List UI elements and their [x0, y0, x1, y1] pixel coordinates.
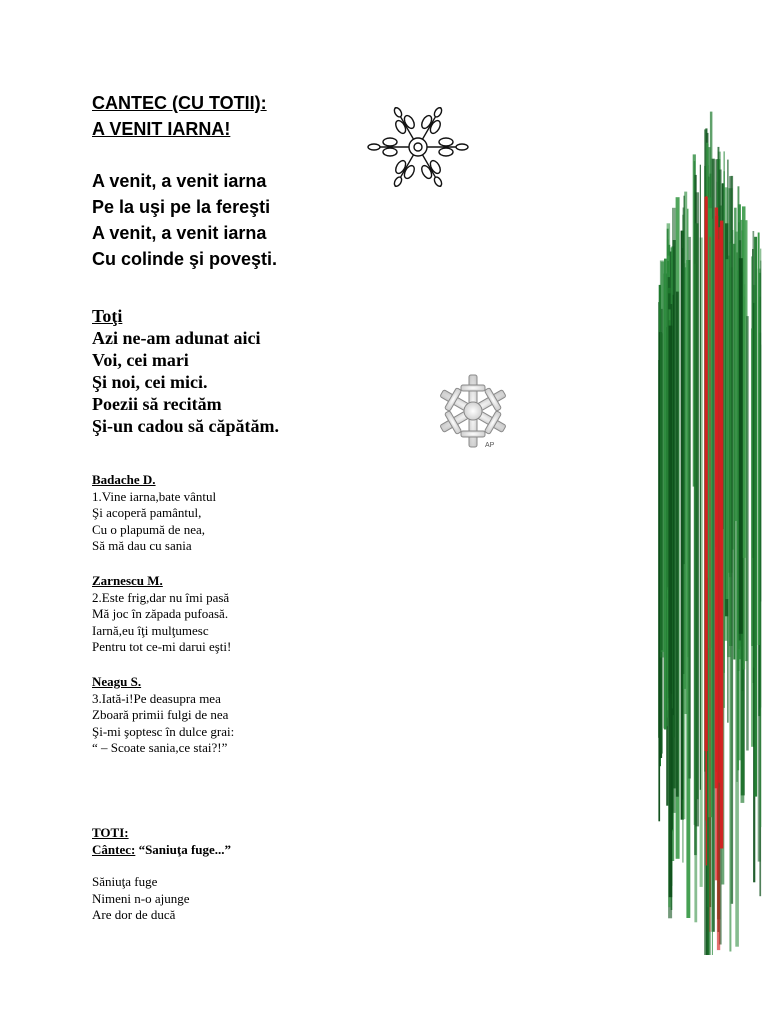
- stanza-line: 3.Iată-i!Pe deasupra mea: [92, 690, 221, 706]
- stanza-line: 2.Este frig,dar nu îmi pasă: [92, 589, 230, 605]
- stanza-author: Badache D.: [92, 472, 156, 487]
- green-streak: [754, 237, 757, 797]
- red-streak: [716, 240, 718, 772]
- stanza-line: “ – Scoate sania,ce stai?!”: [92, 740, 228, 755]
- stanza-line: Şi-mi şoptesc în dulce grai:: [92, 723, 235, 739]
- red-streak: [709, 237, 710, 932]
- green-streak: [726, 259, 729, 599]
- stanza-line: 1.Vine iarna,bate vântul: [92, 488, 217, 504]
- chorus-line: A venit, a venit iarna: [92, 223, 267, 243]
- song-label: Cântec:: [92, 841, 136, 857]
- green-streak: [712, 219, 713, 955]
- green-streak: [683, 208, 685, 675]
- toti-line: Şi-un cadou să căpătăm.: [92, 416, 280, 436]
- chorus-line: A venit, a venit iarna: [92, 171, 267, 191]
- green-streak: [694, 161, 696, 825]
- song-heading: TOTI:: [92, 825, 129, 840]
- green-streak: [669, 326, 673, 898]
- toti-line: Voi, cei mari: [92, 350, 189, 370]
- stanza-line: Pentru tot ce-mi darui eşti!: [92, 639, 232, 654]
- chorus-line: Cu colinde şi poveşti.: [92, 249, 278, 269]
- toti-line: Azi ne-am adunat aici: [92, 328, 261, 348]
- toti-line: Poezii să recităm: [92, 394, 222, 414]
- song-title-line: [92, 842, 231, 859]
- green-streak: [676, 292, 679, 797]
- toti-line: Şi noi, cei mici.: [92, 372, 208, 392]
- green-streak: [687, 209, 689, 657]
- green-streak: [673, 295, 674, 715]
- green-streak: [739, 258, 743, 634]
- stanza-author: Neagu S.: [92, 674, 142, 689]
- chorus: [92, 168, 277, 272]
- song-gap: [92, 858, 231, 874]
- green-streak: [751, 256, 753, 646]
- green-streak: [758, 233, 760, 646]
- title-line-1: CANTEC (CU TOTII):: [92, 93, 267, 113]
- toti-heading: Toţi: [92, 306, 123, 326]
- stanza-line: Cu o plapumă de nea,: [92, 521, 205, 537]
- stanza-1: [92, 472, 216, 555]
- toti-verse: [92, 305, 279, 437]
- green-streak: [700, 165, 701, 790]
- green-streak: [723, 171, 725, 708]
- green-streak: [684, 192, 687, 714]
- song-name: “Saniuţa fuge...”: [138, 841, 232, 857]
- chorus-line: Pe la uşi pe la fereşti: [92, 197, 271, 217]
- stanza-line: Zboară primii fulgi de nea: [92, 707, 229, 722]
- green-streak: [743, 284, 746, 669]
- stanza-2: [92, 573, 231, 656]
- green-streak: [735, 232, 739, 947]
- stanza-line: Să mă dau cu sania: [92, 538, 192, 553]
- green-streak: [695, 192, 699, 826]
- stanza-line: Mă joc în zăpada pufoasă.: [92, 606, 229, 621]
- green-streak: [760, 261, 761, 602]
- red-streak: [720, 221, 723, 849]
- title-line-2: A VENIT IARNA!: [92, 119, 231, 139]
- stanza-author: Zarnescu M.: [92, 573, 163, 588]
- green-streak: [746, 316, 749, 750]
- decorative-ribbon-streaks: [650, 95, 768, 955]
- song-title: [92, 90, 267, 142]
- snowflake-grey-icon: [432, 370, 514, 452]
- stanza-line: Şi acoperă pamântul,: [92, 505, 202, 520]
- stanza-3: [92, 674, 234, 757]
- green-streak: [729, 243, 731, 951]
- red-streak: [706, 196, 707, 865]
- song-line: Are dor de ducă: [92, 907, 176, 922]
- stanza-line: Iarnă,eu îţi mulţumesc: [92, 622, 209, 638]
- green-streak: [661, 309, 663, 650]
- song-line: Săniuţa fuge: [92, 874, 158, 889]
- snowflake-outline-icon: [366, 104, 470, 190]
- green-streak: [688, 237, 691, 779]
- snowflake-mark: AP: [485, 442, 495, 449]
- green-streak: [658, 360, 660, 821]
- song-line: Nimeni n-o ajunge: [92, 890, 190, 906]
- song-section: [92, 825, 231, 924]
